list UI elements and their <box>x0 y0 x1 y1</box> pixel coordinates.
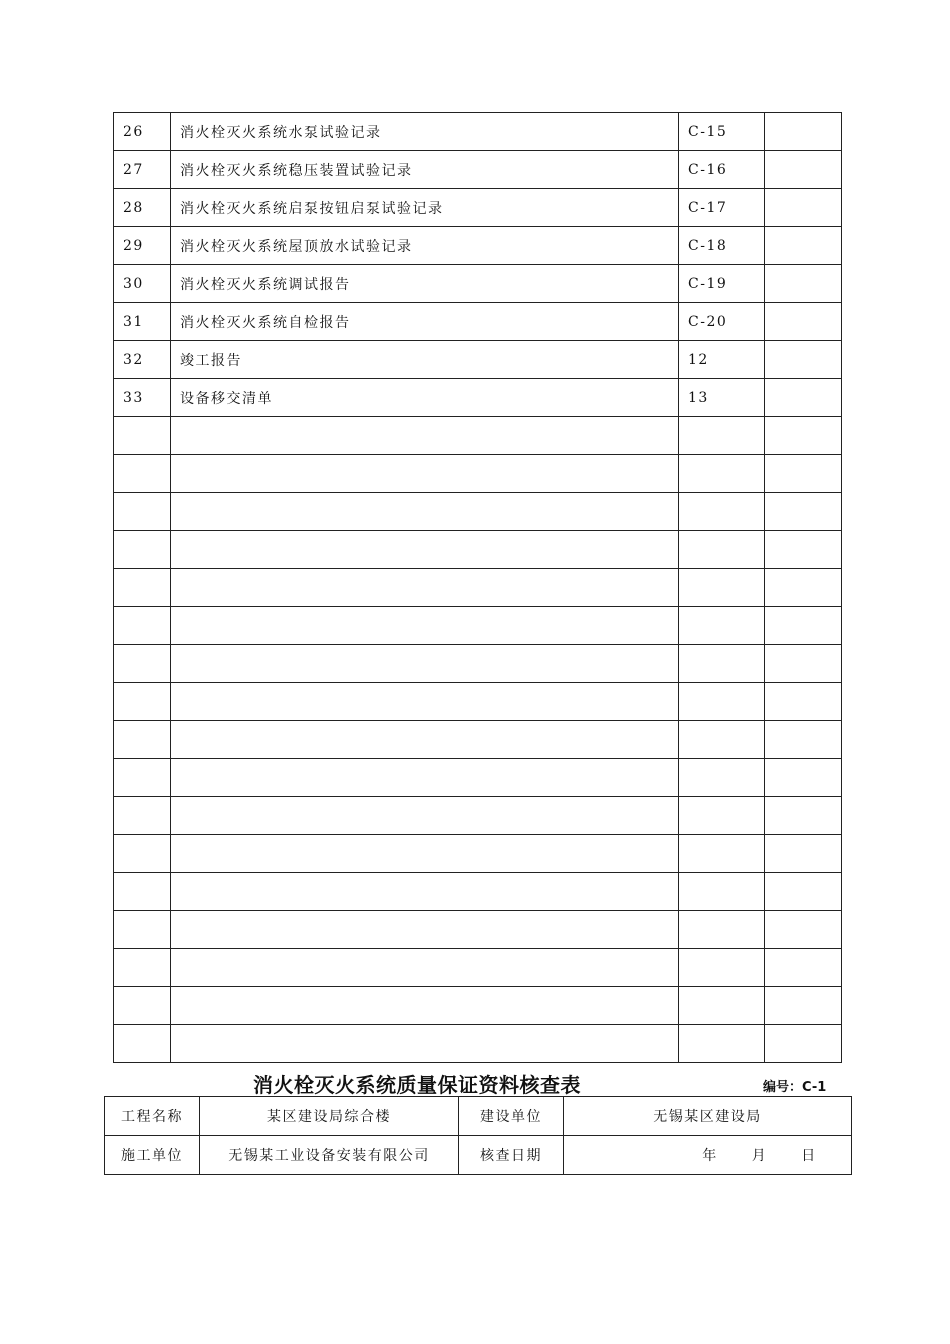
row-number: 29 <box>114 227 171 265</box>
record-note <box>765 721 842 759</box>
record-code <box>679 493 765 531</box>
record-name: 消火栓灭火系统自检报告 <box>171 303 679 341</box>
record-name <box>171 607 679 645</box>
info-row-contractor <box>105 1136 852 1175</box>
row-number <box>114 683 171 721</box>
record-name <box>171 987 679 1025</box>
record-note <box>765 835 842 873</box>
record-code: C-20 <box>679 303 765 341</box>
date-month: 月 <box>751 1148 768 1164</box>
table-row <box>114 569 842 607</box>
row-number <box>114 569 171 607</box>
row-number <box>114 607 171 645</box>
info-row-project <box>105 1097 852 1136</box>
record-note <box>765 455 842 493</box>
table-row <box>114 341 842 379</box>
record-note <box>765 873 842 911</box>
row-number <box>114 873 171 911</box>
record-note <box>765 683 842 721</box>
table-row <box>114 607 842 645</box>
row-number: 33 <box>114 379 171 417</box>
record-note <box>765 1025 842 1063</box>
record-note <box>765 189 842 227</box>
table-row <box>114 873 842 911</box>
record-code <box>679 797 765 835</box>
table-row <box>114 835 842 873</box>
table-row <box>114 531 842 569</box>
record-name: 消火栓灭火系统屋顶放水试验记录 <box>171 227 679 265</box>
record-name <box>171 531 679 569</box>
record-code <box>679 683 765 721</box>
row-number: 26 <box>114 113 171 151</box>
table-row <box>114 493 842 531</box>
table-row <box>114 151 842 189</box>
table-row <box>114 227 842 265</box>
record-code <box>679 949 765 987</box>
table-row <box>114 455 842 493</box>
record-note <box>765 569 842 607</box>
record-note <box>765 341 842 379</box>
record-code <box>679 721 765 759</box>
record-code <box>679 835 765 873</box>
table-row <box>114 911 842 949</box>
table-row <box>114 265 842 303</box>
record-code: 12 <box>679 341 765 379</box>
record-name <box>171 835 679 873</box>
record-name <box>171 645 679 683</box>
record-note <box>765 265 842 303</box>
record-name <box>171 949 679 987</box>
record-note <box>765 759 842 797</box>
table-row <box>114 189 842 227</box>
record-name: 消火栓灭火系统水泵试验记录 <box>171 113 679 151</box>
record-note <box>765 987 842 1025</box>
record-code <box>679 417 765 455</box>
project-info-table <box>104 1096 852 1175</box>
owner-value: 无锡某区建设局 <box>564 1097 852 1136</box>
table-row <box>114 645 842 683</box>
record-code: C-18 <box>679 227 765 265</box>
record-note <box>765 493 842 531</box>
record-name <box>171 455 679 493</box>
record-name <box>171 683 679 721</box>
record-name: 消火栓灭火系统稳压装置试验记录 <box>171 151 679 189</box>
record-name <box>171 873 679 911</box>
table-row <box>114 987 842 1025</box>
record-name <box>171 797 679 835</box>
record-note <box>765 303 842 341</box>
record-note <box>765 379 842 417</box>
row-number: 28 <box>114 189 171 227</box>
row-number <box>114 835 171 873</box>
table-row <box>114 379 842 417</box>
row-number <box>114 911 171 949</box>
record-name <box>171 493 679 531</box>
record-code <box>679 1025 765 1063</box>
form-title: 消火栓灭火系统质量保证资料核查表 <box>253 1073 581 1097</box>
record-note <box>765 645 842 683</box>
table-row <box>114 417 842 455</box>
record-name <box>171 1025 679 1063</box>
check-date-value <box>564 1136 852 1175</box>
table-row <box>114 949 842 987</box>
record-note <box>765 417 842 455</box>
contractor-value: 无锡某工业设备安装有限公司 <box>200 1136 459 1175</box>
record-code: C-19 <box>679 265 765 303</box>
record-name <box>171 911 679 949</box>
record-code <box>679 531 765 569</box>
record-note <box>765 911 842 949</box>
table-row <box>114 303 842 341</box>
record-note <box>765 113 842 151</box>
project-name-value: 某区建设局综合楼 <box>200 1097 459 1136</box>
record-name: 设备移交清单 <box>171 379 679 417</box>
record-code: C-15 <box>679 113 765 151</box>
project-name-label: 工程名称 <box>105 1097 200 1136</box>
record-note <box>765 151 842 189</box>
form-code: 编号：C-1 <box>763 1080 827 1095</box>
record-note <box>765 531 842 569</box>
record-code <box>679 911 765 949</box>
records-table <box>113 112 842 1063</box>
record-code <box>679 455 765 493</box>
table-row <box>114 721 842 759</box>
table-row <box>114 113 842 151</box>
row-number <box>114 797 171 835</box>
record-code <box>679 645 765 683</box>
record-name <box>171 417 679 455</box>
record-name: 竣工报告 <box>171 341 679 379</box>
row-number: 30 <box>114 265 171 303</box>
row-number <box>114 417 171 455</box>
record-code <box>679 873 765 911</box>
record-note <box>765 607 842 645</box>
table-row <box>114 1025 842 1063</box>
record-name: 消火栓灭火系统启泵按钮启泵试验记录 <box>171 189 679 227</box>
record-code: C-16 <box>679 151 765 189</box>
record-code: 13 <box>679 379 765 417</box>
row-number: 32 <box>114 341 171 379</box>
row-number <box>114 759 171 797</box>
record-code: C-17 <box>679 189 765 227</box>
owner-label: 建设单位 <box>459 1097 564 1136</box>
record-code <box>679 607 765 645</box>
record-code <box>679 759 765 797</box>
record-note <box>765 797 842 835</box>
record-name <box>171 569 679 607</box>
row-number <box>114 987 171 1025</box>
table-row <box>114 759 842 797</box>
records-table-body <box>114 113 842 1063</box>
record-name <box>171 721 679 759</box>
row-number <box>114 455 171 493</box>
record-code <box>679 987 765 1025</box>
row-number <box>114 493 171 531</box>
table-row <box>114 683 842 721</box>
record-code <box>679 569 765 607</box>
row-number <box>114 721 171 759</box>
record-note <box>765 227 842 265</box>
record-name: 消火栓灭火系统调试报告 <box>171 265 679 303</box>
row-number <box>114 531 171 569</box>
table-row <box>114 797 842 835</box>
date-year: 年 <box>702 1148 718 1164</box>
row-number <box>114 1025 171 1063</box>
row-number: 27 <box>114 151 171 189</box>
check-date-label: 核查日期 <box>459 1136 564 1175</box>
record-name <box>171 759 679 797</box>
row-number: 31 <box>114 303 171 341</box>
row-number <box>114 645 171 683</box>
record-note <box>765 949 842 987</box>
row-number <box>114 949 171 987</box>
contractor-label: 施工单位 <box>105 1136 200 1175</box>
date-day: 日 <box>801 1148 817 1164</box>
